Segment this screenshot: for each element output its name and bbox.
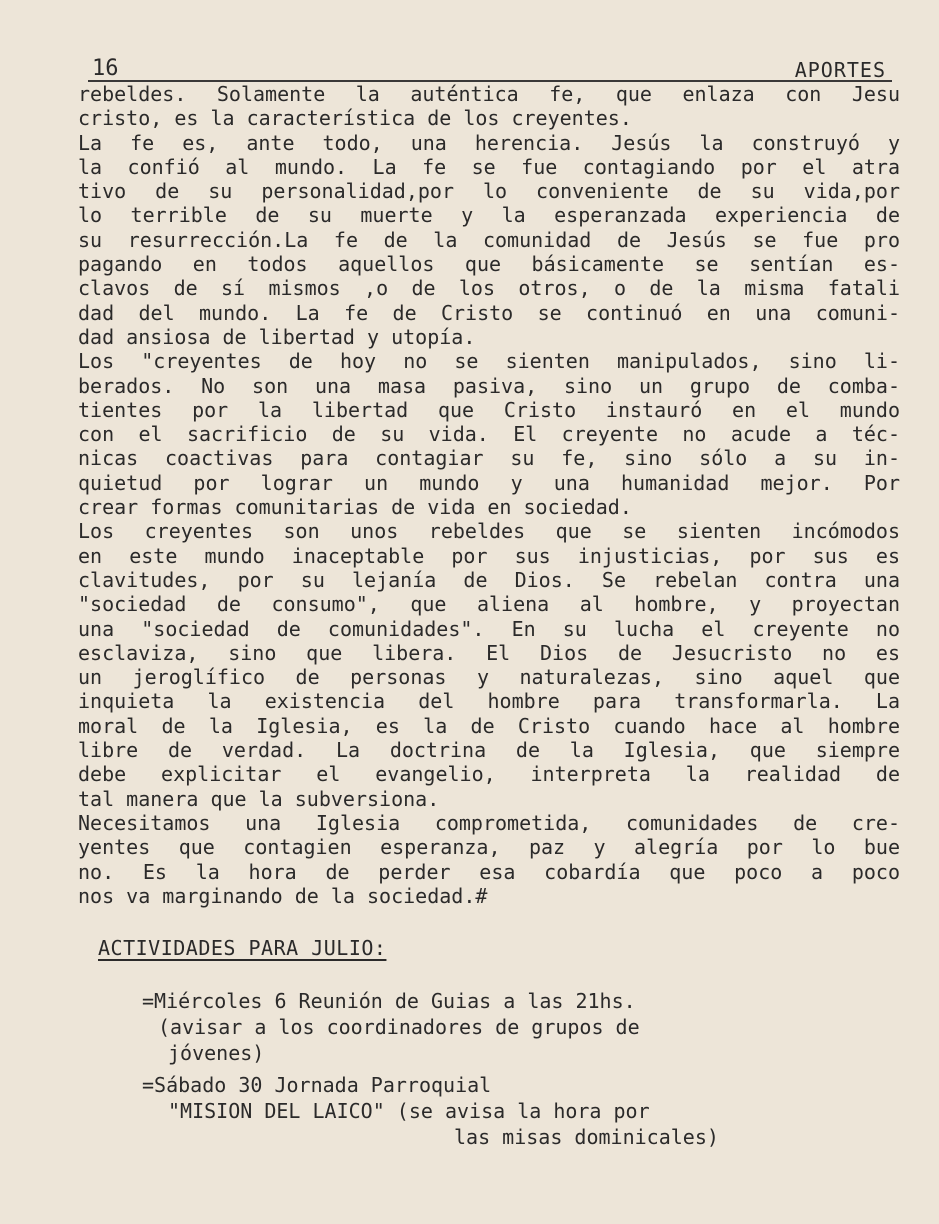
activity-line: "MISION DEL LAICO" (se avisa la hora por: [168, 1099, 650, 1123]
journal-name: APORTES: [794, 58, 886, 82]
text-line: Los "creyentes de hoy no se sienten manipulados, sino li-: [78, 349, 900, 374]
text-line: yentes que contagien esperanza, paz y alegría por lo bue: [78, 835, 900, 860]
text-line: tivo de su personalidad,por lo conveniente de su vida,por: [78, 179, 900, 204]
text-line: Necesitamos una Iglesia comprometida, comunidades de cre-: [78, 810, 900, 835]
text-line: debe explicitar el evangelio, interpreta la realidad de: [78, 762, 900, 787]
text-line: clavos de sí mismos ,o de los otros, o de la misma fatali: [78, 276, 900, 301]
text-line: La fe es, ante todo, una herencia. Jesús la construyó y: [78, 130, 900, 155]
text-line: rebeldes. Solamente la auténtica fe, que enlaza con Jesu: [78, 82, 900, 106]
activity-line: (avisar a los coordinadores de grupos de: [158, 1015, 640, 1039]
text-line: en este mundo inaceptable por sus injusticias, por sus es: [78, 543, 900, 568]
text-line: un jeroglífico de personas y naturalezas, sino aquel que: [78, 665, 900, 690]
text-line: inquieta la existencia del hombre para transformarla. La: [78, 689, 900, 714]
text-line: una "sociedad de comunidades". En su lucha el creyente no: [78, 616, 900, 641]
text-line: "sociedad de consumo", que aliena al hombre, y proyectan: [78, 592, 900, 617]
text-line: no. Es la hora de perder esa cobardía que poco a poco: [78, 859, 900, 884]
text-line: nicas coactivas para contagiar su fe, sino sólo a su in-: [78, 446, 900, 471]
activity-line: =Sábado 30 Jornada Parroquial: [142, 1073, 492, 1097]
text-line: quietud por lograr un mundo y una humanidad mejor. Por: [78, 470, 900, 495]
activity-line: jóvenes): [168, 1041, 265, 1065]
text-line: pagando en todos aquellos que básicamente se sentían es-: [78, 252, 900, 277]
text-line: libre de verdad. La doctrina de la Iglesia, que siempre: [78, 738, 900, 763]
activity-item: [142, 988, 640, 1066]
activities-title: ACTIVIDADES PARA JULIO:: [98, 936, 387, 960]
text-line: moral de la Iglesia, es la de Cristo cuando hace al hombre: [78, 713, 900, 738]
text-line: con el sacrificio de su vida. El creyente no acude a téc-: [78, 422, 900, 447]
activity-item: [142, 1072, 719, 1150]
activity-line: =Miércoles 6 Reunión de Guias a las 21hs.: [142, 989, 636, 1013]
activities-section: [98, 936, 898, 1149]
activity-line: las misas dominicales): [454, 1125, 719, 1149]
text-line: nos va marginando de la sociedad.#: [78, 883, 488, 908]
text-line: la confió al mundo. La fe se fue contagiando por el atra: [78, 154, 900, 179]
text-line: dad del mundo. La fe de Cristo se continuó en una comuni-: [78, 300, 900, 325]
text-line: tientes por la libertad que Cristo instauró en el mundo: [78, 397, 900, 422]
page-number: 16: [92, 56, 119, 81]
page-header: [92, 56, 892, 82]
text-line: su resurrección.La fe de la comunidad de Jesús se fue pro: [78, 227, 900, 252]
text-line: Los creyentes son unos rebeldes que se sienten incómodos: [78, 519, 900, 544]
text-line: tal manera que la subversiona.: [78, 786, 440, 811]
text-line: lo terrible de su muerte y la esperanzada experiencia de: [78, 203, 900, 228]
text-line: crear formas comunitarias de vida en sociedad.: [78, 495, 632, 520]
text-line: dad ansiosa de libertad y utopía.: [78, 324, 476, 349]
body-text: [78, 82, 900, 908]
text-line: berados. No son una masa pasiva, sino un grupo de comba-: [78, 373, 900, 398]
text-line: clavitudes, por su lejanía de Dios. Se rebelan contra una: [78, 567, 900, 592]
text-line: cristo, es la característica de los creyentes.: [78, 106, 632, 131]
text-line: esclaviza, sino que libera. El Dios de Jesucristo no es: [78, 640, 900, 665]
